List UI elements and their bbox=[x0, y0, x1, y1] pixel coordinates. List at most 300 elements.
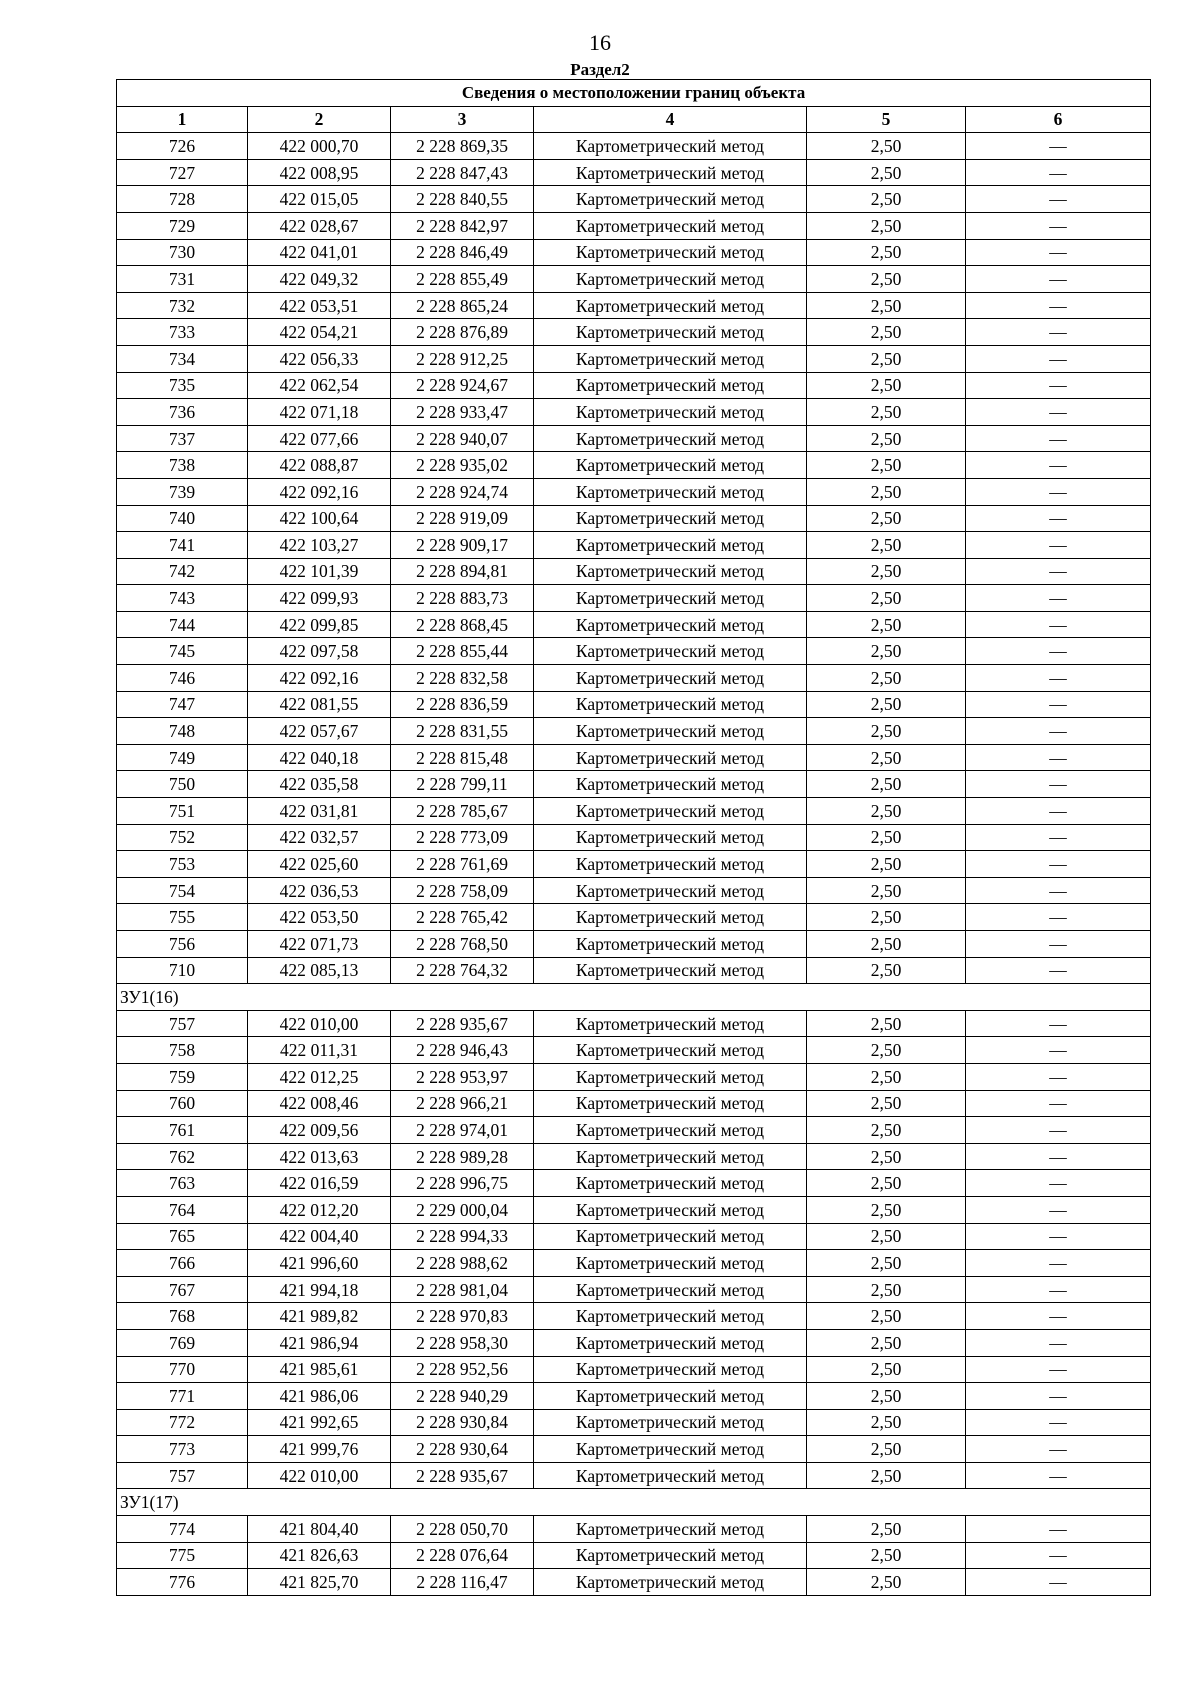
x-coordinate-cell: 421 826,63 bbox=[248, 1542, 391, 1569]
accuracy-cell: 2,50 bbox=[807, 1409, 966, 1436]
point-number-cell: 755 bbox=[117, 904, 248, 931]
method-cell: Картометрический метод bbox=[534, 452, 807, 479]
method-cell: Картометрический метод bbox=[534, 1037, 807, 1064]
method-cell: Картометрический метод bbox=[534, 824, 807, 851]
table-row bbox=[117, 691, 1151, 718]
description-cell: — bbox=[966, 824, 1151, 851]
accuracy-cell: 2,50 bbox=[807, 931, 966, 958]
y-coordinate-cell: 2 228 758,09 bbox=[391, 877, 534, 904]
y-coordinate-cell: 2 228 970,83 bbox=[391, 1303, 534, 1330]
description-cell: — bbox=[966, 186, 1151, 213]
description-cell: — bbox=[966, 1090, 1151, 1117]
table-row bbox=[117, 505, 1151, 532]
y-coordinate-cell: 2 228 050,70 bbox=[391, 1516, 534, 1543]
method-cell: Картометрический метод bbox=[534, 638, 807, 665]
y-coordinate-cell: 2 228 924,67 bbox=[391, 372, 534, 399]
description-cell: — bbox=[966, 1063, 1151, 1090]
x-coordinate-cell: 422 092,16 bbox=[248, 665, 391, 692]
description-cell: — bbox=[966, 851, 1151, 878]
method-cell: Картометрический метод bbox=[534, 1010, 807, 1037]
y-coordinate-cell: 2 229 000,04 bbox=[391, 1196, 534, 1223]
x-coordinate-cell: 422 071,73 bbox=[248, 931, 391, 958]
accuracy-cell: 2,50 bbox=[807, 1090, 966, 1117]
method-cell: Картометрический метод bbox=[534, 292, 807, 319]
point-number-cell: 748 bbox=[117, 718, 248, 745]
y-coordinate-cell: 2 228 940,29 bbox=[391, 1383, 534, 1410]
accuracy-cell: 2,50 bbox=[807, 798, 966, 825]
point-number-cell: 767 bbox=[117, 1276, 248, 1303]
y-coordinate-cell: 2 228 883,73 bbox=[391, 585, 534, 612]
point-number-cell: 754 bbox=[117, 877, 248, 904]
x-coordinate-cell: 421 992,65 bbox=[248, 1409, 391, 1436]
table-row bbox=[117, 478, 1151, 505]
boundary-coordinates-table bbox=[116, 79, 1151, 1596]
point-number-cell: 741 bbox=[117, 532, 248, 559]
description-cell: — bbox=[966, 1356, 1151, 1383]
point-number-cell: 756 bbox=[117, 931, 248, 958]
accuracy-cell: 2,50 bbox=[807, 877, 966, 904]
point-number-cell: 774 bbox=[117, 1516, 248, 1543]
method-cell: Картометрический метод bbox=[534, 1170, 807, 1197]
table-row bbox=[117, 824, 1151, 851]
y-coordinate-cell: 2 228 958,30 bbox=[391, 1329, 534, 1356]
accuracy-cell: 2,50 bbox=[807, 1383, 966, 1410]
description-cell: — bbox=[966, 611, 1151, 638]
point-number-cell: 761 bbox=[117, 1117, 248, 1144]
accuracy-cell: 2,50 bbox=[807, 159, 966, 186]
point-number-cell: 752 bbox=[117, 824, 248, 851]
accuracy-cell: 2,50 bbox=[807, 212, 966, 239]
table-row bbox=[117, 877, 1151, 904]
y-coordinate-cell: 2 228 799,11 bbox=[391, 771, 534, 798]
point-number-cell: 734 bbox=[117, 345, 248, 372]
accuracy-cell: 2,50 bbox=[807, 1516, 966, 1543]
method-cell: Картометрический метод bbox=[534, 1196, 807, 1223]
y-coordinate-cell: 2 228 933,47 bbox=[391, 399, 534, 426]
method-cell: Картометрический метод bbox=[534, 585, 807, 612]
point-number-cell: 769 bbox=[117, 1329, 248, 1356]
table-row bbox=[117, 665, 1151, 692]
method-cell: Картометрический метод bbox=[534, 1223, 807, 1250]
table-row bbox=[117, 372, 1151, 399]
table-row bbox=[117, 611, 1151, 638]
table-row bbox=[117, 1303, 1151, 1330]
x-coordinate-cell: 422 012,25 bbox=[248, 1063, 391, 1090]
point-number-cell: 759 bbox=[117, 1063, 248, 1090]
x-coordinate-cell: 422 011,31 bbox=[248, 1037, 391, 1064]
description-cell: — bbox=[966, 957, 1151, 984]
column-header-row bbox=[117, 106, 1151, 133]
point-number-cell: 750 bbox=[117, 771, 248, 798]
point-number-cell: 763 bbox=[117, 1170, 248, 1197]
column-header: 6 bbox=[966, 106, 1151, 133]
accuracy-cell: 2,50 bbox=[807, 824, 966, 851]
y-coordinate-cell: 2 228 989,28 bbox=[391, 1143, 534, 1170]
table-row bbox=[117, 1250, 1151, 1277]
accuracy-cell: 2,50 bbox=[807, 1063, 966, 1090]
x-coordinate-cell: 422 010,00 bbox=[248, 1010, 391, 1037]
table-row bbox=[117, 532, 1151, 559]
table-row bbox=[117, 239, 1151, 266]
section-title: Раздел2 bbox=[570, 60, 630, 79]
x-coordinate-cell: 422 025,60 bbox=[248, 851, 391, 878]
description-cell: — bbox=[966, 691, 1151, 718]
description-cell: — bbox=[966, 771, 1151, 798]
method-cell: Картометрический метод bbox=[534, 1569, 807, 1596]
y-coordinate-cell: 2 228 116,47 bbox=[391, 1569, 534, 1596]
point-number-cell: 745 bbox=[117, 638, 248, 665]
x-coordinate-cell: 422 081,55 bbox=[248, 691, 391, 718]
y-coordinate-cell: 2 228 768,50 bbox=[391, 931, 534, 958]
description-cell: — bbox=[966, 1010, 1151, 1037]
y-coordinate-cell: 2 228 847,43 bbox=[391, 159, 534, 186]
method-cell: Картометрический метод bbox=[534, 1250, 807, 1277]
y-coordinate-cell: 2 228 785,67 bbox=[391, 798, 534, 825]
method-cell: Картометрический метод bbox=[534, 957, 807, 984]
y-coordinate-cell: 2 228 894,81 bbox=[391, 558, 534, 585]
method-cell: Картометрический метод bbox=[534, 1436, 807, 1463]
y-coordinate-cell: 2 228 930,64 bbox=[391, 1436, 534, 1463]
description-cell: — bbox=[966, 478, 1151, 505]
method-cell: Картометрический метод bbox=[534, 1409, 807, 1436]
column-header: 4 bbox=[534, 106, 807, 133]
table-row bbox=[117, 452, 1151, 479]
accuracy-cell: 2,50 bbox=[807, 1356, 966, 1383]
description-cell: — bbox=[966, 1409, 1151, 1436]
x-coordinate-cell: 422 049,32 bbox=[248, 266, 391, 293]
table-row bbox=[117, 1409, 1151, 1436]
x-coordinate-cell: 422 056,33 bbox=[248, 345, 391, 372]
y-coordinate-cell: 2 228 765,42 bbox=[391, 904, 534, 931]
x-coordinate-cell: 422 008,46 bbox=[248, 1090, 391, 1117]
description-cell: — bbox=[966, 1170, 1151, 1197]
accuracy-cell: 2,50 bbox=[807, 904, 966, 931]
description-cell: — bbox=[966, 1143, 1151, 1170]
accuracy-cell: 2,50 bbox=[807, 611, 966, 638]
x-coordinate-cell: 422 040,18 bbox=[248, 744, 391, 771]
table-row bbox=[117, 1542, 1151, 1569]
point-number-cell: 743 bbox=[117, 585, 248, 612]
x-coordinate-cell: 422 054,21 bbox=[248, 319, 391, 346]
y-coordinate-cell: 2 228 855,49 bbox=[391, 266, 534, 293]
table-row bbox=[117, 212, 1151, 239]
table-row bbox=[117, 1436, 1151, 1463]
description-cell: — bbox=[966, 292, 1151, 319]
point-number-cell: 768 bbox=[117, 1303, 248, 1330]
description-cell: — bbox=[966, 319, 1151, 346]
accuracy-cell: 2,50 bbox=[807, 744, 966, 771]
y-coordinate-cell: 2 228 868,45 bbox=[391, 611, 534, 638]
method-cell: Картометрический метод bbox=[534, 665, 807, 692]
table-row bbox=[117, 159, 1151, 186]
x-coordinate-cell: 422 008,95 bbox=[248, 159, 391, 186]
point-number-cell: 739 bbox=[117, 478, 248, 505]
point-number-cell: 765 bbox=[117, 1223, 248, 1250]
page-number: 16 bbox=[589, 30, 611, 55]
description-cell: — bbox=[966, 1516, 1151, 1543]
method-cell: Картометрический метод bbox=[534, 345, 807, 372]
x-coordinate-cell: 422 100,64 bbox=[248, 505, 391, 532]
description-cell: — bbox=[966, 1303, 1151, 1330]
accuracy-cell: 2,50 bbox=[807, 1037, 966, 1064]
y-coordinate-cell: 2 228 840,55 bbox=[391, 186, 534, 213]
accuracy-cell: 2,50 bbox=[807, 399, 966, 426]
point-number-cell: 740 bbox=[117, 505, 248, 532]
x-coordinate-cell: 422 071,18 bbox=[248, 399, 391, 426]
accuracy-cell: 2,50 bbox=[807, 532, 966, 559]
method-cell: Картометрический метод bbox=[534, 399, 807, 426]
method-cell: Картометрический метод bbox=[534, 1329, 807, 1356]
table-row bbox=[117, 1196, 1151, 1223]
x-coordinate-cell: 421 986,94 bbox=[248, 1329, 391, 1356]
y-coordinate-cell: 2 228 935,67 bbox=[391, 1010, 534, 1037]
table-row bbox=[117, 798, 1151, 825]
table-row bbox=[117, 1329, 1151, 1356]
table-row bbox=[117, 904, 1151, 931]
method-cell: Картометрический метод bbox=[534, 718, 807, 745]
description-cell: — bbox=[966, 744, 1151, 771]
table-row bbox=[117, 957, 1151, 984]
x-coordinate-cell: 422 103,27 bbox=[248, 532, 391, 559]
y-coordinate-cell: 2 228 952,56 bbox=[391, 1356, 534, 1383]
group-label: ЗУ1(16) bbox=[117, 984, 1151, 1011]
point-number-cell: 742 bbox=[117, 558, 248, 585]
accuracy-cell: 2,50 bbox=[807, 186, 966, 213]
point-number-cell: 773 bbox=[117, 1436, 248, 1463]
table-row bbox=[117, 558, 1151, 585]
table-row bbox=[117, 638, 1151, 665]
x-coordinate-cell: 422 010,00 bbox=[248, 1462, 391, 1489]
table-row bbox=[117, 1356, 1151, 1383]
description-cell: — bbox=[966, 931, 1151, 958]
accuracy-cell: 2,50 bbox=[807, 372, 966, 399]
method-cell: Картометрический метод bbox=[534, 1462, 807, 1489]
description-cell: — bbox=[966, 665, 1151, 692]
y-coordinate-cell: 2 228 924,74 bbox=[391, 478, 534, 505]
x-coordinate-cell: 421 989,82 bbox=[248, 1303, 391, 1330]
point-number-cell: 762 bbox=[117, 1143, 248, 1170]
accuracy-cell: 2,50 bbox=[807, 505, 966, 532]
method-cell: Картометрический метод bbox=[534, 319, 807, 346]
point-number-cell: 731 bbox=[117, 266, 248, 293]
method-cell: Картометрический метод bbox=[534, 266, 807, 293]
y-coordinate-cell: 2 228 930,84 bbox=[391, 1409, 534, 1436]
table-row bbox=[117, 1090, 1151, 1117]
accuracy-cell: 2,50 bbox=[807, 1542, 966, 1569]
method-cell: Картометрический метод bbox=[534, 851, 807, 878]
table-row bbox=[117, 1117, 1151, 1144]
description-cell: — bbox=[966, 718, 1151, 745]
method-cell: Картометрический метод bbox=[534, 1063, 807, 1090]
accuracy-cell: 2,50 bbox=[807, 266, 966, 293]
description-cell: — bbox=[966, 1196, 1151, 1223]
point-number-cell: 710 bbox=[117, 957, 248, 984]
accuracy-cell: 2,50 bbox=[807, 1010, 966, 1037]
point-number-cell: 771 bbox=[117, 1383, 248, 1410]
method-cell: Картометрический метод bbox=[534, 1303, 807, 1330]
accuracy-cell: 2,50 bbox=[807, 585, 966, 612]
y-coordinate-cell: 2 228 974,01 bbox=[391, 1117, 534, 1144]
point-number-cell: 749 bbox=[117, 744, 248, 771]
accuracy-cell: 2,50 bbox=[807, 691, 966, 718]
x-coordinate-cell: 422 009,56 bbox=[248, 1117, 391, 1144]
accuracy-cell: 2,50 bbox=[807, 1170, 966, 1197]
description-cell: — bbox=[966, 532, 1151, 559]
point-number-cell: 751 bbox=[117, 798, 248, 825]
point-number-cell: 770 bbox=[117, 1356, 248, 1383]
accuracy-cell: 2,50 bbox=[807, 1117, 966, 1144]
x-coordinate-cell: 422 013,63 bbox=[248, 1143, 391, 1170]
table-row bbox=[117, 292, 1151, 319]
method-cell: Картометрический метод bbox=[534, 798, 807, 825]
description-cell: — bbox=[966, 1436, 1151, 1463]
point-number-cell: 737 bbox=[117, 425, 248, 452]
y-coordinate-cell: 2 228 855,44 bbox=[391, 638, 534, 665]
y-coordinate-cell: 2 228 919,09 bbox=[391, 505, 534, 532]
x-coordinate-cell: 422 088,87 bbox=[248, 452, 391, 479]
accuracy-cell: 2,50 bbox=[807, 452, 966, 479]
table-row bbox=[117, 1010, 1151, 1037]
accuracy-cell: 2,50 bbox=[807, 638, 966, 665]
method-cell: Картометрический метод bbox=[534, 691, 807, 718]
description-cell: — bbox=[966, 399, 1151, 426]
method-cell: Картометрический метод bbox=[534, 771, 807, 798]
description-cell: — bbox=[966, 1383, 1151, 1410]
method-cell: Картометрический метод bbox=[534, 1542, 807, 1569]
x-coordinate-cell: 422 012,20 bbox=[248, 1196, 391, 1223]
x-coordinate-cell: 422 036,53 bbox=[248, 877, 391, 904]
description-cell: — bbox=[966, 212, 1151, 239]
table-row bbox=[117, 1143, 1151, 1170]
description-cell: — bbox=[966, 372, 1151, 399]
table-row bbox=[117, 399, 1151, 426]
y-coordinate-cell: 2 228 912,25 bbox=[391, 345, 534, 372]
group-row bbox=[117, 1489, 1151, 1516]
method-cell: Картометрический метод bbox=[534, 425, 807, 452]
point-number-cell: 776 bbox=[117, 1569, 248, 1596]
x-coordinate-cell: 422 099,93 bbox=[248, 585, 391, 612]
x-coordinate-cell: 422 099,85 bbox=[248, 611, 391, 638]
y-coordinate-cell: 2 228 764,32 bbox=[391, 957, 534, 984]
y-coordinate-cell: 2 228 940,07 bbox=[391, 425, 534, 452]
x-coordinate-cell: 422 053,50 bbox=[248, 904, 391, 931]
method-cell: Картометрический метод bbox=[534, 931, 807, 958]
description-cell: — bbox=[966, 1250, 1151, 1277]
x-coordinate-cell: 421 986,06 bbox=[248, 1383, 391, 1410]
x-coordinate-cell: 422 092,16 bbox=[248, 478, 391, 505]
table-row bbox=[117, 1170, 1151, 1197]
accuracy-cell: 2,50 bbox=[807, 292, 966, 319]
accuracy-cell: 2,50 bbox=[807, 319, 966, 346]
y-coordinate-cell: 2 228 076,64 bbox=[391, 1542, 534, 1569]
x-coordinate-cell: 422 028,67 bbox=[248, 212, 391, 239]
description-cell: — bbox=[966, 904, 1151, 931]
y-coordinate-cell: 2 228 946,43 bbox=[391, 1037, 534, 1064]
column-header: 2 bbox=[248, 106, 391, 133]
accuracy-cell: 2,50 bbox=[807, 665, 966, 692]
table-row bbox=[117, 718, 1151, 745]
point-number-cell: 775 bbox=[117, 1542, 248, 1569]
method-cell: Картометрический метод bbox=[534, 611, 807, 638]
method-cell: Картометрический метод bbox=[534, 505, 807, 532]
method-cell: Картометрический метод bbox=[534, 1276, 807, 1303]
x-coordinate-cell: 422 062,54 bbox=[248, 372, 391, 399]
x-coordinate-cell: 421 985,61 bbox=[248, 1356, 391, 1383]
table-row bbox=[117, 1383, 1151, 1410]
method-cell: Картометрический метод bbox=[534, 904, 807, 931]
point-number-cell: 757 bbox=[117, 1462, 248, 1489]
table-row bbox=[117, 186, 1151, 213]
method-cell: Картометрический метод bbox=[534, 1383, 807, 1410]
description-cell: — bbox=[966, 798, 1151, 825]
x-coordinate-cell: 422 101,39 bbox=[248, 558, 391, 585]
description-cell: — bbox=[966, 1462, 1151, 1489]
y-coordinate-cell: 2 228 935,67 bbox=[391, 1462, 534, 1489]
y-coordinate-cell: 2 228 909,17 bbox=[391, 532, 534, 559]
table-row bbox=[117, 931, 1151, 958]
y-coordinate-cell: 2 228 846,49 bbox=[391, 239, 534, 266]
y-coordinate-cell: 2 228 761,69 bbox=[391, 851, 534, 878]
x-coordinate-cell: 421 804,40 bbox=[248, 1516, 391, 1543]
accuracy-cell: 2,50 bbox=[807, 851, 966, 878]
x-coordinate-cell: 421 996,60 bbox=[248, 1250, 391, 1277]
table-row bbox=[117, 1063, 1151, 1090]
description-cell: — bbox=[966, 345, 1151, 372]
point-number-cell: 727 bbox=[117, 159, 248, 186]
x-coordinate-cell: 422 085,13 bbox=[248, 957, 391, 984]
method-cell: Картометрический метод bbox=[534, 478, 807, 505]
y-coordinate-cell: 2 228 876,89 bbox=[391, 319, 534, 346]
accuracy-cell: 2,50 bbox=[807, 425, 966, 452]
x-coordinate-cell: 422 016,59 bbox=[248, 1170, 391, 1197]
point-number-cell: 746 bbox=[117, 665, 248, 692]
point-number-cell: 758 bbox=[117, 1037, 248, 1064]
x-coordinate-cell: 421 825,70 bbox=[248, 1569, 391, 1596]
description-cell: — bbox=[966, 1223, 1151, 1250]
group-row bbox=[117, 984, 1151, 1011]
point-number-cell: 729 bbox=[117, 212, 248, 239]
x-coordinate-cell: 422 000,70 bbox=[248, 133, 391, 160]
method-cell: Картометрический метод bbox=[534, 558, 807, 585]
x-coordinate-cell: 422 097,58 bbox=[248, 638, 391, 665]
accuracy-cell: 2,50 bbox=[807, 1223, 966, 1250]
x-coordinate-cell: 422 041,01 bbox=[248, 239, 391, 266]
table-caption: Сведения о местоположении границ объекта bbox=[117, 80, 1151, 107]
column-header: 5 bbox=[807, 106, 966, 133]
table-row bbox=[117, 771, 1151, 798]
y-coordinate-cell: 2 228 966,21 bbox=[391, 1090, 534, 1117]
y-coordinate-cell: 2 228 996,75 bbox=[391, 1170, 534, 1197]
description-cell: — bbox=[966, 1117, 1151, 1144]
point-number-cell: 732 bbox=[117, 292, 248, 319]
y-coordinate-cell: 2 228 773,09 bbox=[391, 824, 534, 851]
accuracy-cell: 2,50 bbox=[807, 771, 966, 798]
method-cell: Картометрический метод bbox=[534, 133, 807, 160]
description-cell: — bbox=[966, 133, 1151, 160]
accuracy-cell: 2,50 bbox=[807, 1569, 966, 1596]
accuracy-cell: 2,50 bbox=[807, 1462, 966, 1489]
y-coordinate-cell: 2 228 832,58 bbox=[391, 665, 534, 692]
table-row bbox=[117, 1569, 1151, 1596]
accuracy-cell: 2,50 bbox=[807, 239, 966, 266]
point-number-cell: 728 bbox=[117, 186, 248, 213]
table-row bbox=[117, 585, 1151, 612]
column-header: 3 bbox=[391, 106, 534, 133]
y-coordinate-cell: 2 228 994,33 bbox=[391, 1223, 534, 1250]
x-coordinate-cell: 421 999,76 bbox=[248, 1436, 391, 1463]
description-cell: — bbox=[966, 585, 1151, 612]
description-cell: — bbox=[966, 1276, 1151, 1303]
